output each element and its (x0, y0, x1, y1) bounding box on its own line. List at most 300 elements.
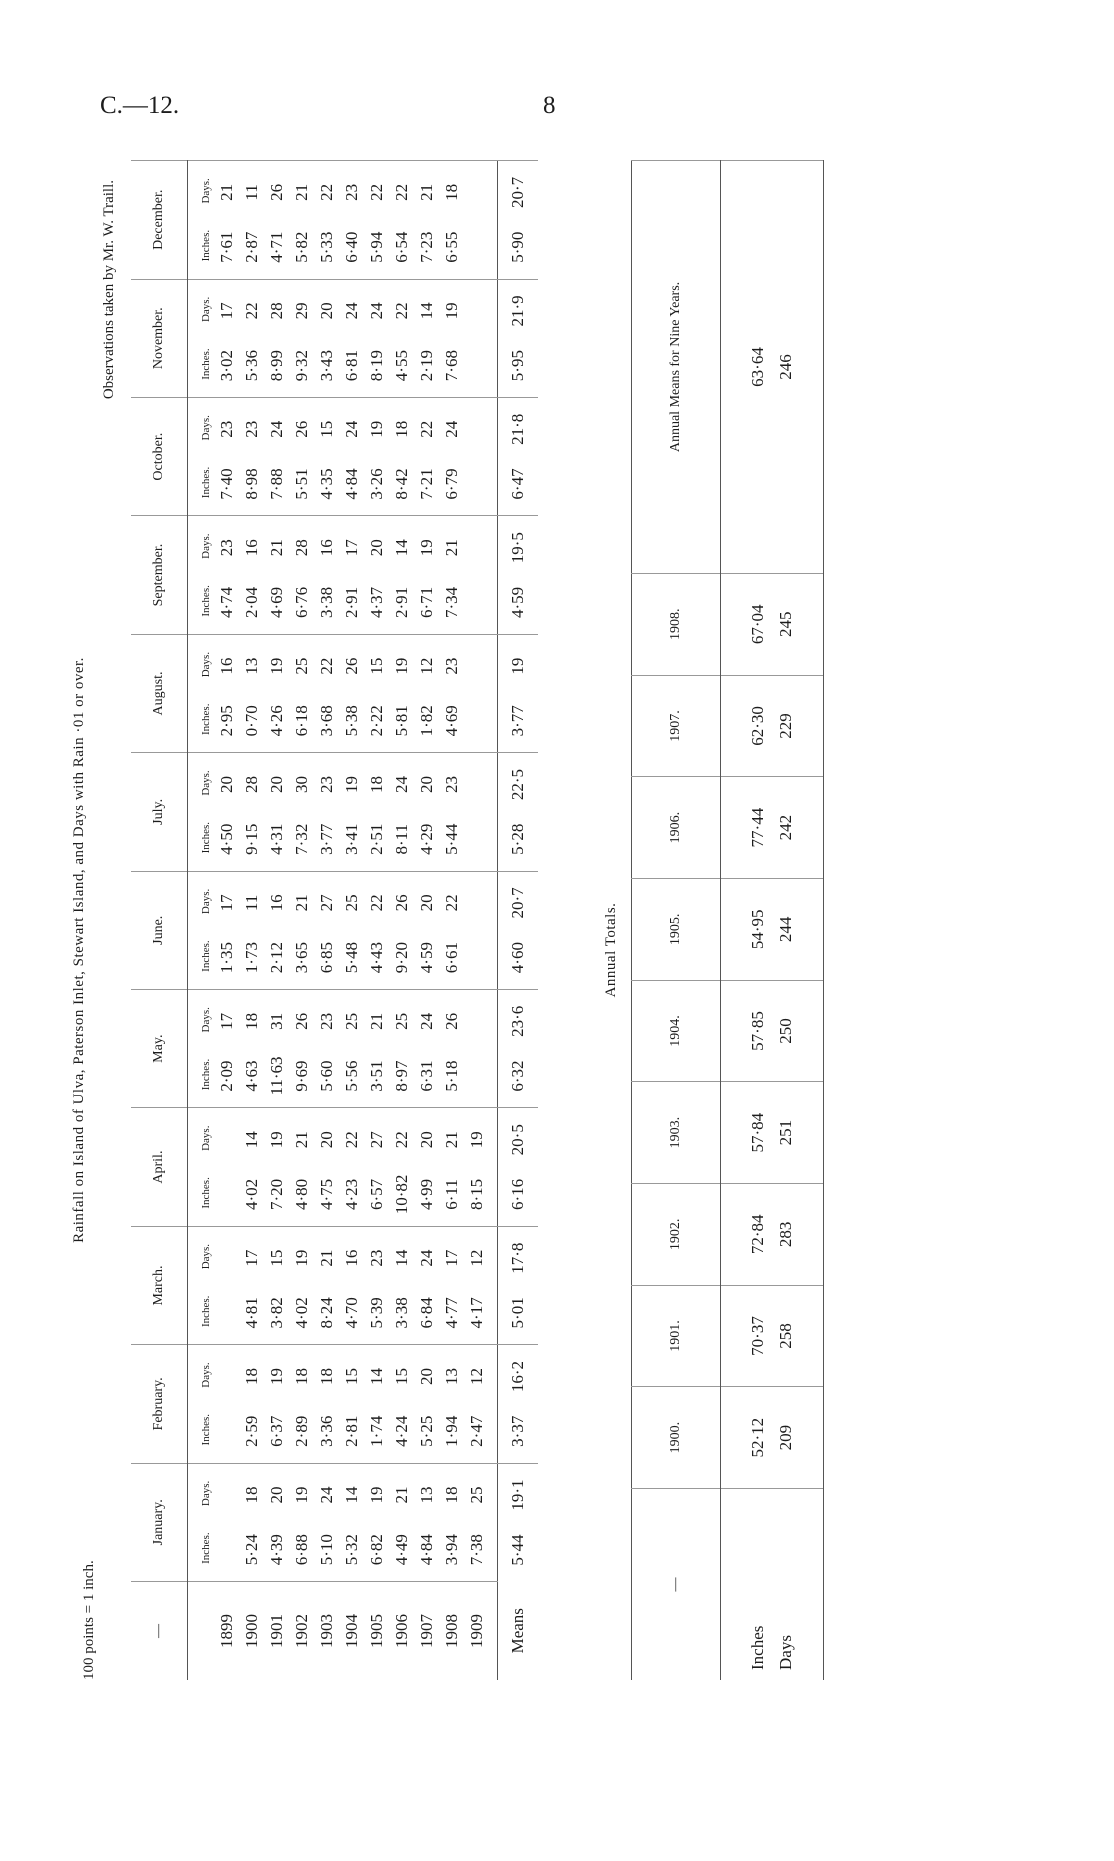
month-year-values (414, 1349, 439, 1458)
annual-value: 72·84 (721, 1183, 773, 1285)
mean-inches-value: 5·44 (508, 1534, 527, 1566)
inches-value: 4·77 (442, 1297, 461, 1329)
annual-value: 229 (772, 675, 824, 777)
inches-value: 7·61 (217, 231, 236, 263)
inches-value (464, 459, 489, 509)
month-year-values (414, 1468, 439, 1577)
month-column (188, 397, 498, 515)
days-value: 21 (292, 1131, 311, 1149)
inches-value: 5·48 (342, 942, 361, 974)
month-year-values (464, 1112, 489, 1221)
mean-inches-value: 6·32 (508, 1060, 527, 1092)
days-value: 20 (367, 539, 386, 557)
inches-value: 4·55 (392, 350, 411, 382)
days-value: 24 (442, 420, 461, 438)
month-year-values (464, 1231, 489, 1340)
month-year-values (439, 876, 464, 985)
mean-cell (498, 634, 539, 752)
days-value: 20 (217, 776, 236, 794)
year-label: 1900 (242, 1614, 261, 1648)
days-value: 26 (392, 894, 411, 912)
inches-value: 3·36 (317, 1415, 336, 1447)
days-value (214, 1233, 239, 1283)
mean-cell (498, 1108, 539, 1226)
unit-inches-label: Inches. (200, 466, 212, 499)
days-value: 26 (292, 1012, 311, 1030)
mean-inches-value: 4·60 (508, 942, 527, 974)
month-year-values (264, 165, 289, 275)
days-value: 13 (442, 1368, 461, 1386)
unit-days-label: Days. (200, 1480, 212, 1507)
mean-values (498, 284, 538, 393)
mean-values (498, 402, 538, 511)
days-value: 21 (292, 894, 311, 912)
unit-days-label: Days. (200, 296, 212, 323)
annual-year-header: 1903. (632, 1082, 721, 1184)
month-column (188, 516, 498, 634)
month-year-values (414, 1231, 439, 1340)
month-year-values (464, 520, 489, 629)
inches-value: 6·76 (292, 586, 311, 618)
inches-value: 8·42 (392, 468, 411, 500)
mean-cell (498, 161, 539, 280)
mean-cell (498, 1463, 539, 1581)
inches-value: 4·23 (342, 1178, 361, 1211)
rotated-page-content (71, 140, 901, 1760)
mean-days-value: 21·9 (508, 295, 527, 327)
month-year-values (464, 1349, 489, 1458)
annual-header-row (632, 161, 721, 1681)
inches-value: 2·47 (467, 1415, 486, 1447)
month-year-values (239, 1112, 264, 1221)
month-column (188, 1345, 498, 1463)
month-year-values (314, 165, 339, 275)
days-value: 12 (467, 1368, 486, 1386)
month-year-values (364, 876, 389, 985)
days-value (214, 1352, 239, 1402)
month-year-values (339, 994, 364, 1103)
days-value: 18 (242, 1012, 261, 1030)
inches-value: 6·40 (342, 231, 361, 263)
days-value: 18 (442, 183, 461, 201)
days-value: 22 (317, 657, 336, 675)
days-value: 19 (392, 657, 411, 675)
mean-days-value: 21·8 (508, 413, 527, 445)
month-column (188, 989, 498, 1107)
month-year-values (439, 1468, 464, 1577)
inches-value: 0·70 (242, 705, 261, 737)
days-value: 28 (292, 539, 311, 557)
month-year-values (339, 876, 364, 985)
month-year-values (314, 520, 339, 629)
month-year-values (364, 284, 389, 393)
annual-value: 57·84 (721, 1082, 773, 1184)
days-value: 24 (392, 776, 411, 794)
inches-value: 5·25 (417, 1415, 436, 1447)
inches-value: 6·81 (342, 350, 361, 382)
data-row (188, 161, 498, 1681)
days-value: 12 (467, 1249, 486, 1267)
mean-days-value: 22·5 (508, 768, 527, 801)
inches-value: 4·02 (242, 1178, 261, 1211)
days-value: 26 (442, 1012, 461, 1030)
inches-value: 11·63 (267, 1056, 286, 1096)
inches-value: 4·39 (267, 1534, 286, 1566)
annual-year-header: 1902. (632, 1183, 721, 1285)
month-year-values (339, 639, 364, 748)
unit-inches-label: Inches. (200, 1058, 212, 1091)
month-year-values (264, 639, 289, 748)
annual-year-header: 1905. (632, 878, 721, 980)
month-year-values (464, 639, 489, 748)
month-year-values (364, 994, 389, 1103)
inches-value (214, 1169, 239, 1219)
annual-value: 258 (772, 1285, 824, 1387)
days-value: 16 (267, 894, 286, 912)
unit-labels (194, 876, 214, 985)
month-year-values (289, 1231, 314, 1340)
inches-value: 5·33 (317, 231, 336, 263)
inches-value: 4·59 (417, 942, 436, 974)
month-year-values (264, 402, 289, 511)
unit-days-label: Days. (200, 651, 212, 678)
days-value: 31 (267, 1012, 286, 1030)
days-value: 19 (367, 420, 386, 438)
inches-value: 2·81 (342, 1415, 361, 1447)
inches-value: 4·69 (267, 586, 286, 618)
mean-cell (498, 989, 539, 1107)
mean-inches-value: 4·59 (508, 586, 527, 618)
inches-value: 7·88 (267, 468, 286, 500)
month-year-values (464, 165, 489, 275)
month-year-values (214, 994, 239, 1103)
annual-value: 52·12 (721, 1387, 773, 1489)
days-value: 30 (292, 776, 311, 794)
days-value: 17 (242, 1249, 261, 1267)
month-header: November. (131, 279, 188, 397)
month-year-values (389, 876, 414, 985)
month-year-values (339, 284, 364, 393)
inches-value: 5·24 (242, 1534, 261, 1566)
days-value: 17 (342, 539, 361, 557)
unit-labels (194, 757, 214, 866)
mean-inches-value: 3·37 (508, 1415, 527, 1447)
mean-cell (498, 753, 539, 871)
days-value: 20 (317, 302, 336, 320)
month-year-values (389, 402, 414, 511)
month-year-values (464, 284, 489, 393)
month-year-values (289, 1349, 314, 1458)
days-value: 23 (317, 776, 336, 794)
month-year-values (364, 1231, 389, 1340)
inches-value: 1·73 (242, 942, 261, 974)
inches-value: 7·20 (267, 1178, 286, 1211)
inches-value: 6·85 (317, 942, 336, 974)
unit-inches-label: Inches. (200, 703, 212, 736)
month-header: February. (131, 1345, 188, 1463)
unit-inches-label: Inches. (200, 940, 212, 972)
days-value: 15 (367, 657, 386, 675)
unit-labels (194, 520, 214, 629)
days-value: 19 (267, 1368, 286, 1386)
days-value: 22 (392, 302, 411, 320)
annual-year-header: 1900. (632, 1387, 721, 1489)
month-year-values (439, 639, 464, 748)
annual-year-header: 1908. (632, 573, 721, 675)
inches-value: 4·75 (317, 1178, 336, 1211)
mean-values (498, 1231, 538, 1340)
month-column (188, 279, 498, 397)
inches-value: 6·84 (417, 1297, 436, 1329)
inches-value: 5·18 (442, 1060, 461, 1092)
inches-value: 1·82 (417, 705, 436, 737)
month-year-values (439, 994, 464, 1103)
month-year-values (439, 520, 464, 629)
inches-value: 2·91 (392, 586, 411, 618)
unit-inches-label: Inches. (200, 821, 212, 854)
month-year-values (264, 757, 289, 866)
inches-value: 2·51 (367, 823, 386, 855)
month-year-values (339, 1468, 364, 1577)
annual-row (721, 161, 773, 1681)
inches-value: 4·29 (417, 823, 436, 855)
days-value: 20 (317, 1131, 336, 1149)
mean-values (498, 757, 538, 866)
annual-value: 67·04 (721, 573, 773, 675)
days-value: 17 (217, 894, 236, 912)
month-header: August. (131, 634, 188, 752)
mean-values (498, 165, 538, 275)
days-value: 20 (417, 1368, 436, 1386)
mean-days-value: 20·7 (508, 176, 527, 208)
inches-value: 2·87 (242, 231, 261, 263)
inches-value: 5·51 (292, 468, 311, 500)
inches-value: 7·34 (442, 586, 461, 618)
inches-value: 3·38 (392, 1297, 411, 1329)
inches-value: 8·98 (242, 468, 261, 500)
unit-days-label: Days. (200, 1007, 212, 1033)
inches-value: 5·39 (367, 1297, 386, 1329)
inches-value: 4·43 (367, 942, 386, 974)
month-year-values (389, 284, 414, 393)
days-value: 19 (267, 1131, 286, 1149)
month-header: January. (131, 1463, 188, 1581)
year-label: 1906 (392, 1614, 411, 1648)
days-value: 19 (342, 776, 361, 794)
days-value: 24 (317, 1486, 336, 1504)
inches-value: 1·35 (217, 942, 236, 974)
days-value: 21 (367, 1012, 386, 1030)
mean-cell (498, 279, 539, 397)
inches-value: 8·97 (392, 1060, 411, 1092)
month-year-values (214, 1349, 239, 1458)
inches-value (464, 933, 489, 983)
month-year-values (464, 402, 489, 511)
unit-labels (194, 1468, 214, 1577)
month-year-values (239, 520, 264, 629)
days-value (464, 878, 489, 928)
month-year-values (414, 876, 439, 985)
days-value: 18 (392, 420, 411, 438)
days-value: 22 (367, 183, 386, 201)
days-value: 23 (367, 1249, 386, 1267)
month-header: September. (131, 516, 188, 634)
month-year-values (314, 1468, 339, 1577)
month-year-values (414, 1112, 439, 1221)
mean-cell (498, 871, 539, 989)
inches-value: 4·80 (292, 1178, 311, 1211)
month-column (188, 1108, 498, 1226)
inches-value: 6·37 (267, 1415, 286, 1447)
month-year-values (289, 520, 314, 629)
days-value: 24 (367, 302, 386, 320)
inches-value: 7·21 (417, 468, 436, 500)
scale-note: 100 points = 1 inch. (81, 1560, 97, 1680)
inches-value: 4·50 (217, 823, 236, 855)
inches-value: 2·04 (242, 586, 261, 618)
mean-days-value: 23·6 (508, 1005, 527, 1037)
inches-value: 10·82 (392, 1174, 411, 1215)
month-year-values (214, 1231, 239, 1340)
mean-values (498, 1468, 538, 1578)
days-value (464, 286, 489, 336)
month-year-values (364, 1349, 389, 1458)
observer-note: Observations taken by Mr. W. Traill. (101, 180, 117, 400)
mean-values (498, 876, 538, 985)
month-year-values (464, 757, 489, 866)
days-value: 27 (367, 1131, 386, 1149)
unit-labels (194, 402, 214, 511)
inches-value: 9·20 (392, 942, 411, 974)
month-year-values (389, 639, 414, 748)
days-value: 11 (242, 894, 261, 912)
days-value (464, 523, 489, 573)
month-year-values (439, 165, 464, 275)
month-header: October. (131, 397, 188, 515)
mean-inches-value: 6·47 (508, 468, 527, 500)
days-value: 12 (417, 657, 436, 675)
month-year-values (314, 994, 339, 1103)
month-year-values (239, 1231, 264, 1340)
month-year-values (414, 639, 439, 748)
days-value: 22 (242, 302, 261, 320)
mean-values (498, 1112, 538, 1221)
mean-cell (498, 397, 539, 515)
annual-row-label: Days (772, 1489, 824, 1681)
inches-value: 4·84 (342, 468, 361, 500)
unit-labels (194, 1112, 214, 1221)
month-year-values (214, 165, 239, 275)
days-value: 13 (417, 1486, 436, 1504)
mean-days-value: 19·1 (508, 1479, 527, 1511)
days-value: 19 (267, 657, 286, 675)
year-label: 1899 (217, 1614, 236, 1648)
days-value: 15 (317, 420, 336, 438)
month-year-values (364, 520, 389, 629)
days-value: 19 (292, 1249, 311, 1267)
year-label: 1905 (367, 1614, 386, 1648)
days-value: 18 (442, 1486, 461, 1504)
annual-corner-header: — (632, 1489, 721, 1681)
inches-value: 3·02 (217, 350, 236, 382)
month-year-values (264, 1112, 289, 1221)
days-value: 27 (317, 894, 336, 912)
inches-value: 3·77 (317, 823, 336, 855)
days-value: 23 (442, 776, 461, 794)
days-value: 16 (242, 539, 261, 557)
month-year-values (264, 1349, 289, 1458)
annual-value: 63·64 (721, 161, 773, 574)
month-year-values (414, 994, 439, 1103)
days-value: 22 (342, 1131, 361, 1149)
days-value: 14 (367, 1368, 386, 1386)
month-column (188, 1226, 498, 1344)
month-header: July. (131, 753, 188, 871)
days-value: 14 (392, 1249, 411, 1267)
month-year-values (439, 757, 464, 866)
days-value: 21 (442, 1131, 461, 1149)
month-year-values (289, 1468, 314, 1577)
days-value: 15 (267, 1249, 286, 1267)
mean-cell (498, 1345, 539, 1463)
month-year-values (314, 284, 339, 393)
unit-labels (194, 1231, 214, 1340)
inches-value: 8·24 (317, 1297, 336, 1329)
inches-value (214, 1525, 239, 1575)
inches-value: 3·41 (342, 823, 361, 855)
inches-value: 3·65 (292, 942, 311, 974)
inches-value (464, 341, 489, 391)
unit-days-label: Days. (200, 770, 212, 796)
month-year-values (239, 757, 264, 866)
days-value (214, 1470, 239, 1520)
year-label: 1902 (292, 1614, 311, 1648)
inches-value: 4·69 (442, 705, 461, 737)
days-value: 26 (267, 183, 286, 201)
mean-inches-value: 5·90 (508, 231, 527, 263)
unit-labels (194, 994, 214, 1103)
month-year-values (239, 994, 264, 1103)
inches-value: 3·51 (367, 1060, 386, 1092)
year-label: 1904 (342, 1614, 361, 1648)
annual-body (721, 161, 824, 1681)
inches-value: 4·70 (342, 1297, 361, 1329)
unit-labels (194, 284, 214, 393)
inches-value: 5·56 (342, 1060, 361, 1092)
days-value: 21 (442, 539, 461, 557)
month-year-values (414, 284, 439, 393)
month-year-values (389, 1231, 414, 1340)
month-year-values (414, 520, 439, 629)
days-value: 23 (217, 420, 236, 438)
inches-value: 7·40 (217, 468, 236, 500)
month-column (188, 161, 498, 280)
annual-value: 54·95 (721, 878, 773, 980)
mean-values (498, 994, 538, 1103)
month-year-values (389, 757, 414, 866)
days-value: 24 (267, 420, 286, 438)
month-year-values (314, 402, 339, 511)
mean-days-value: 17·8 (508, 1242, 527, 1274)
inches-value: 6·55 (442, 231, 461, 263)
days-value: 15 (392, 1368, 411, 1386)
days-value: 23 (217, 539, 236, 557)
days-value: 16 (217, 657, 236, 675)
unit-days-label: Days. (200, 1243, 212, 1270)
inches-value: 3·26 (367, 468, 386, 500)
annual-year-header: Annual Means for Nine Years. (632, 161, 721, 574)
month-year-values (364, 1112, 389, 1221)
